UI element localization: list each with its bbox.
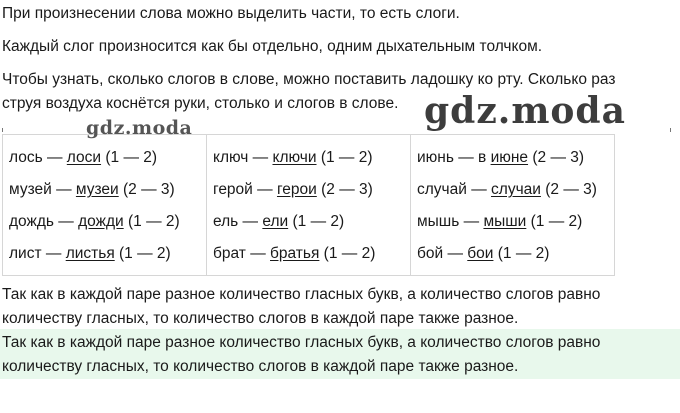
dash: — bbox=[53, 213, 79, 230]
word-plural: братья bbox=[270, 245, 320, 262]
word-singular: лист bbox=[9, 245, 42, 262]
word-singular: герой bbox=[213, 181, 253, 198]
word-plural: ключи bbox=[272, 149, 317, 166]
word-pair bbox=[213, 174, 404, 206]
word-singular: дождь bbox=[9, 213, 54, 230]
word-pair bbox=[417, 142, 608, 174]
watermark-large: gdz.moda bbox=[424, 90, 626, 132]
answer-line1: Так как в каждой паре разное количество гласных букв, а количество слогов равно bbox=[2, 286, 601, 303]
syllable-count: (2 — 3) bbox=[540, 181, 597, 198]
intro-paragraph: При произнесении слова можно выделить части, то есть слоги. bbox=[2, 5, 460, 22]
word-singular: музей bbox=[9, 181, 52, 198]
dash: — в bbox=[453, 149, 491, 166]
dash: — bbox=[238, 213, 263, 230]
word-pair bbox=[9, 206, 200, 238]
syllable-count: (1 — 2) bbox=[101, 149, 158, 166]
word-singular: июнь bbox=[417, 149, 454, 166]
syllable-paragraph: Каждый слог произносится как бы отдельно, одним дыхательным толчком. bbox=[2, 38, 543, 55]
dash: — bbox=[466, 181, 492, 198]
dash: — bbox=[459, 213, 484, 230]
table-column-1 bbox=[3, 135, 207, 276]
word-plural: лоси bbox=[66, 149, 102, 166]
word-singular: случай bbox=[417, 181, 467, 198]
syllable-count: (1 — 2) bbox=[493, 245, 550, 262]
dash: — bbox=[51, 181, 76, 198]
answer-line2: количеству гласных, то количество слогов в каждой паре также разное. bbox=[2, 310, 519, 327]
word-pair bbox=[417, 174, 608, 206]
table-column-2 bbox=[207, 135, 411, 276]
dash: — bbox=[443, 245, 468, 262]
table-row bbox=[3, 135, 615, 276]
syllable-count: (1 — 2) bbox=[319, 245, 376, 262]
syllable-count: (1 — 2) bbox=[288, 213, 345, 230]
highlighted-answer-line2: количеству гласных, то количество слогов в каждой паре также разное. bbox=[2, 358, 519, 375]
dash: — bbox=[248, 149, 273, 166]
word-pair bbox=[417, 206, 608, 238]
word-pair bbox=[213, 206, 404, 238]
word-plural: дожди bbox=[78, 213, 124, 230]
word-pair bbox=[213, 142, 404, 174]
word-singular: брат bbox=[213, 245, 246, 262]
word-pairs-table bbox=[2, 134, 615, 276]
word-singular: бой bbox=[417, 245, 444, 262]
highlighted-answer-line1: Так как в каждой паре разное количество гласных букв, а количество слогов равно bbox=[2, 334, 601, 351]
syllable-count: (1 — 2) bbox=[526, 213, 583, 230]
divider-tick-right bbox=[670, 128, 671, 132]
word-pair bbox=[213, 238, 404, 270]
word-singular: ель bbox=[213, 213, 239, 230]
syllable-count: (1 — 2) bbox=[114, 245, 171, 262]
word-plural: музеи bbox=[75, 181, 119, 198]
word-pair bbox=[9, 142, 200, 174]
syllable-count: (2 — 3) bbox=[528, 149, 585, 166]
word-plural: июне bbox=[490, 149, 529, 166]
word-plural: бои bbox=[467, 245, 494, 262]
dash: — bbox=[252, 181, 277, 198]
table-column-3 bbox=[411, 135, 615, 276]
word-singular: ключ bbox=[213, 149, 249, 166]
word-plural: случаи bbox=[491, 181, 541, 198]
syllable-count: (2 — 3) bbox=[316, 181, 373, 198]
word-pair bbox=[9, 238, 200, 270]
word-plural: герои bbox=[276, 181, 317, 198]
word-plural: листья bbox=[65, 245, 115, 262]
syllable-count: (2 — 3) bbox=[118, 181, 175, 198]
word-pair bbox=[9, 174, 200, 206]
divider-tick-left bbox=[2, 128, 3, 132]
palm-test-paragraph-line1: Чтобы узнать, сколько слогов в слове, можно поставить ладошку ко рту. Сколько раз bbox=[2, 71, 616, 88]
word-singular: мышь bbox=[417, 213, 460, 230]
word-plural: мыши bbox=[483, 213, 527, 230]
syllable-count: (1 — 2) bbox=[123, 213, 180, 230]
palm-test-paragraph-line2: струя воздуха коснётся руки, столько и слогов в слове. bbox=[2, 95, 399, 112]
word-singular: лось bbox=[9, 149, 43, 166]
word-pair bbox=[417, 238, 608, 270]
syllable-count: (1 — 2) bbox=[316, 149, 373, 166]
dash: — bbox=[42, 149, 67, 166]
word-plural: ели bbox=[262, 213, 289, 230]
dash: — bbox=[41, 245, 66, 262]
dash: — bbox=[245, 245, 271, 262]
watermark-small: gdz.moda bbox=[86, 117, 193, 139]
